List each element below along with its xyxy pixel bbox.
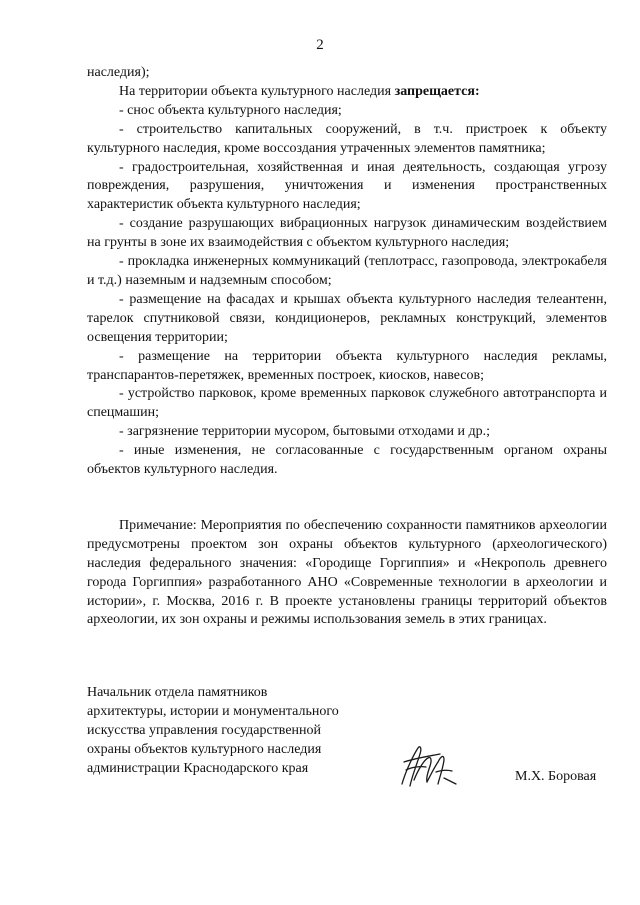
list-item: - создание разрушающих вибрационных нагрузок динамическим воздействием на грунты в зоне их взаимодействия с объектом культурного наследия; [87,216,607,251]
document-body [87,64,607,630]
list-item: - загрязнение территории мусором, бытовыми отходами и др.; [119,424,490,440]
list-item: - градостроительная, хозяйственная и иная деятельность, создающая угрозу повреждения, разрушения, уничтожения и изменения пространственных характеристик объекта культурного наследия; [87,159,607,213]
handwritten-signature [396,740,460,794]
signer-title-line: администрации Краснодарского края [87,760,309,776]
signature-block-title [87,684,407,779]
list-item: - размещение на фасадах и крышах объекта культурного наследия телеантенн, тарелок спутниковой связи, кондиционеров, рекламных конструкций, элементов освещения территории; [87,291,607,345]
paragraph-continuation: наследия); [87,65,150,80]
list-item: - устройство парковок, кроме временных парковок служебного автотранспорта и спецмашин; [87,386,607,421]
prohibited-word: запрещается: [394,83,480,99]
signer-title-line: охраны объектов культурного наследия [87,741,322,757]
page-number: 2 [316,37,324,53]
list-item: - размещение на территории объекта культурного наследия рекламы, транспарантов-перетяжек, временных построек, киосков, навесов; [87,348,607,383]
signer-title-line: архитектуры, истории и монументального [87,703,339,719]
list-item: - строительство капитальных сооружений, в т.ч. пристроек к объекту культурного наследия, кроме воссоздания утраченных элементов памятника; [87,121,607,156]
paragraph-prohibitions-heading [87,83,607,102]
list-item: - снос объекта культурного наследия; [119,102,342,118]
list-item: - прокладка инженерных коммуникаций (теплотрасс, газопровода, электрокабеля и т.д.) наземным и надземным способом; [87,254,607,288]
signer-title-line: Начальник отдела памятников [87,685,268,700]
prohibitions-heading-text: На территории объекта культурного наследия [119,83,392,99]
signer-title-line: искусства управления государственной [87,722,322,738]
list-item: - иные изменения, не согласованные с государственным органом охраны объектов культурного наследия. [87,443,607,478]
signer-name: М.Х. Боровая [515,769,597,784]
note-paragraph: Примечание: Мероприятия по обеспечению сохранности памятников археологии предусмотрены проектом зон охраны объектов культурного (археологического) наследия федерального значения: «Городище Горгиппия» и «Некрополь древнего города Горгиппия» разработанного АНО «Современные технологии в археологии и истории», г. Москва, 2016 г. В проекте установлены границы территорий объектов археологии, их зон охраны и режимы использования земель в этих границах. [87,517,607,628]
